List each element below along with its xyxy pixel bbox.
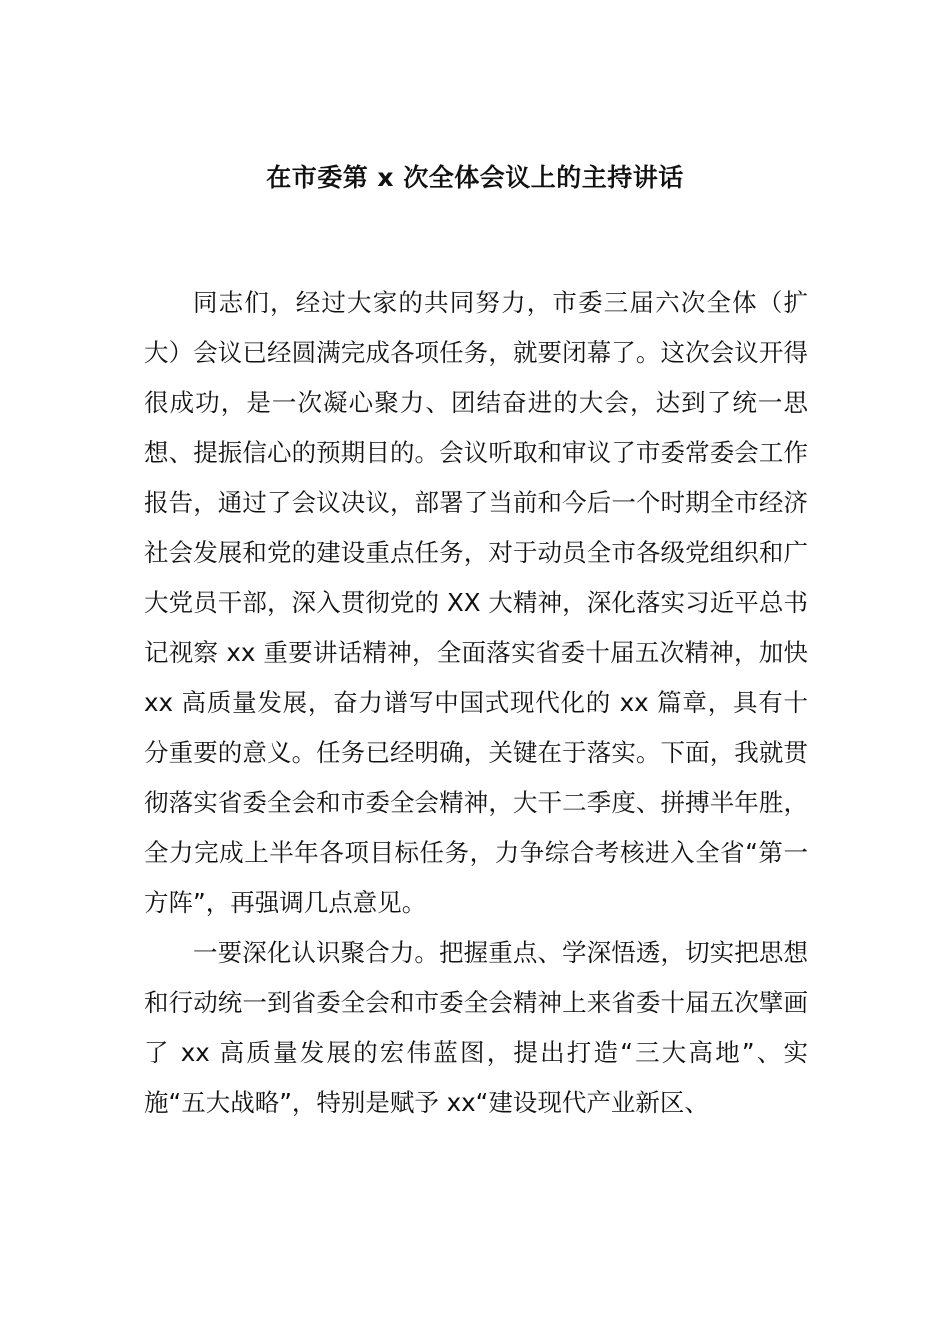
document-body xyxy=(144,278,808,1128)
paragraph-opening: 同志们，经过大家的共同努力，市委三届六次全体（扩大）会议已经圆满完成各项任务，就要闭幕了。这次会议开得很成功，是一次凝心聚力、团结奋进的大会，达到了统一思想、提振信心的预期目的。会议听取和审议了市委常委会工作报告，通过了会议决议，部署了当前和今后一个时期全市经济社会发展和党的建设重点任务，对于动员全市各级党组织和广大党员干部，深入贯彻党的 XX 大精神，深化落实习近平总书记视察 xx 重要讲话精神，全面落实省委十届五次精神，加快 xx 高质量发展，奋力谱写中国式现代化的 xx 篇章，具有十分重要的意义。任务已经明确，关键在于落实。下面，我就贯彻落实省委全会和市委全会精神，大干二季度、拼搏半年胜，全力完成上半年各项目标任务，力争综合考核进入全省“第一方阵”，再强调几点意见。 xyxy=(144,288,808,917)
document-title: 在市委第 x 次全体会议上的主持讲话 xyxy=(266,163,684,192)
paragraph-first-point: 一要深化认识聚合力。把握重点、学深悟透，切实把思想和行动统一到省委全会和市委全会精神上来省委十届五次擘画了 xx 高质量发展的宏伟蓝图，提出打造“三大高地”、实施“五大战略”，特别是赋予 xx“建设现代产业新区、 xyxy=(144,938,808,1117)
